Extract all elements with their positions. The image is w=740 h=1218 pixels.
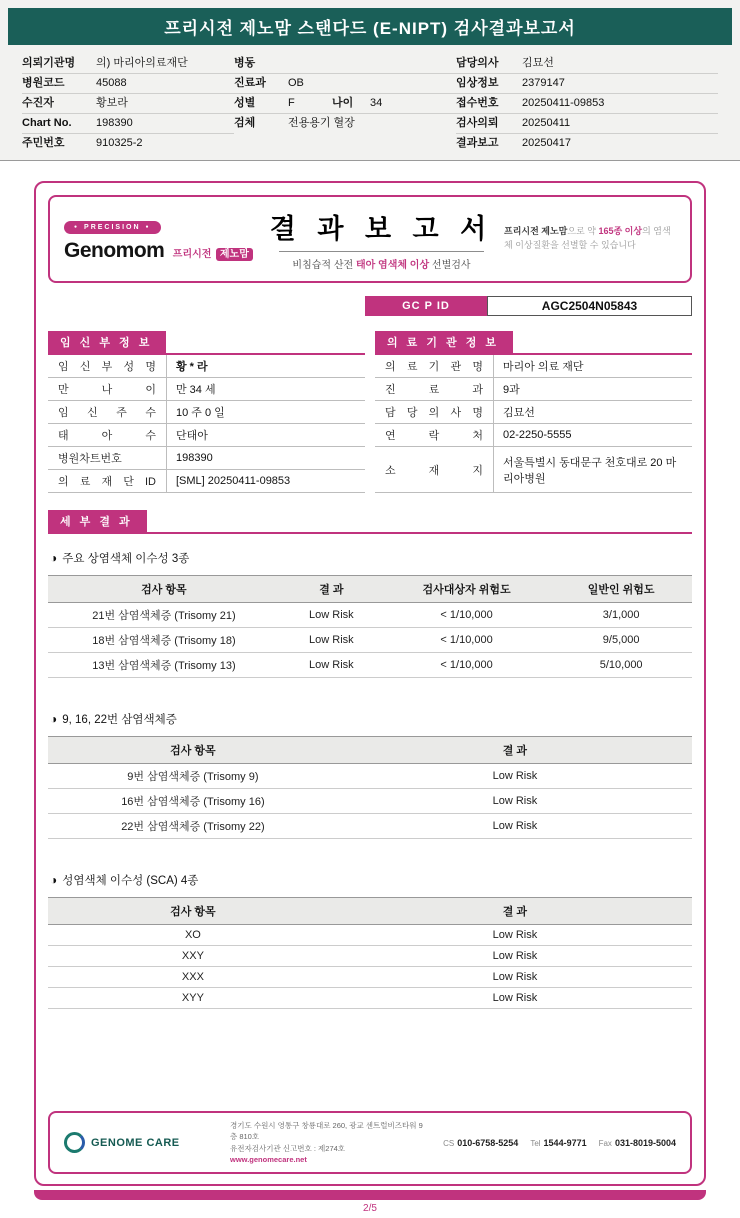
precision-badge-label: PRECISION (84, 224, 141, 231)
genomecare-logo-text: GENOME CARE (91, 1136, 180, 1149)
genomom-logo (64, 215, 259, 263)
result-section-trisomy-9-16-22 (48, 711, 692, 839)
col-header: 검사 항목 (48, 576, 280, 603)
footer-address (230, 1120, 429, 1165)
patient-info-grid (8, 45, 732, 160)
field-value: 20250411-09853 (522, 97, 605, 109)
info-label: 담 당 의 사 명 (385, 407, 483, 419)
field-value: 김묘선 (522, 57, 554, 69)
info-label: 의 료 재 단 ID (58, 476, 156, 488)
maternal-info-table (48, 331, 365, 493)
address-line-1: 경기도 수원시 영통구 창룡대로 260, 광교 센트럴비즈타워 9층 810호 (230, 1121, 423, 1142)
field-value: 20250417 (522, 137, 571, 149)
badge-dot-icon: ● (74, 224, 80, 230)
result-section-autosomal (48, 550, 692, 678)
title-divider (279, 251, 484, 252)
field-row (22, 114, 234, 134)
field-value: 198390 (96, 117, 133, 129)
field-value: 전용용기 혈장 (288, 117, 355, 129)
col-header: 검사대상자 위험도 (383, 576, 550, 603)
maternal-info-title-bar (48, 331, 365, 355)
field-label: 병원코드 (22, 77, 65, 89)
info-label: 진 료 과 (385, 384, 483, 396)
note-text: 으로 약 (567, 226, 599, 237)
field-label: 임상정보 (456, 77, 499, 89)
report-subtitle (259, 256, 504, 271)
info-row-item (375, 401, 692, 424)
half-circle-icon: ◑ (50, 712, 58, 726)
footer-contacts (443, 1138, 676, 1148)
cell-test-item: XYY (48, 988, 338, 1009)
field-value: 910325-2 (96, 137, 143, 149)
cell-subject-risk: < 1/10,000 (383, 628, 550, 653)
cell-test-item: 18번 삼염색체증 (Trisomy 18) (48, 628, 280, 653)
info-row-item (375, 424, 692, 447)
field-label: 병동 (234, 57, 256, 69)
contact-cs (443, 1138, 518, 1148)
field-row (234, 94, 456, 114)
footer-contact-box (48, 1111, 692, 1174)
details-title: 세 부 결 과 (48, 510, 147, 532)
result-section-sca (48, 872, 692, 1009)
maternal-info-title: 임 신 부 정 보 (48, 331, 166, 353)
institution-info-title: 의 료 기 관 정 보 (375, 331, 513, 353)
info-row-item (48, 355, 365, 378)
info-label: 만 나 이 (58, 384, 156, 396)
table-row (48, 946, 692, 967)
info-value: 마리아 의료 재단 (493, 355, 692, 377)
cell-result: Low Risk (280, 653, 383, 678)
field-label: 담당의사 (456, 57, 499, 69)
section-heading-text: 9, 16, 22번 삼염색체증 (62, 714, 177, 726)
info-label: 태 아 수 (58, 430, 156, 442)
note-highlight: 165종 이상 (598, 226, 643, 237)
cell-test-item: 16번 삼염색체증 (Trisomy 16) (48, 789, 338, 814)
patient-info-col-1 (22, 54, 234, 153)
table-row (48, 628, 692, 653)
info-value: 황 * 라 (166, 355, 365, 377)
contact-value: 1544-9771 (543, 1137, 587, 1148)
info-value: 02-2250-5555 (493, 424, 692, 446)
details-title-bar (48, 510, 692, 534)
info-value: 단태아 (166, 424, 365, 446)
field-row (22, 134, 234, 153)
note-text: 의 (642, 226, 654, 237)
cell-result: Low Risk (338, 988, 692, 1009)
field-row (234, 74, 456, 94)
cell-result: Low Risk (338, 925, 692, 946)
field-row (22, 94, 234, 114)
field-value: 34 (370, 97, 383, 109)
gcpid-row (48, 296, 692, 316)
info-label: 소 재 지 (385, 464, 483, 477)
contact-label: Fax (598, 1138, 612, 1148)
table-row (48, 814, 692, 839)
cell-population-risk: 3/1,000 (550, 603, 692, 628)
field-value: 45088 (96, 77, 127, 89)
field-row (456, 134, 718, 153)
info-row-item (48, 401, 365, 424)
field-label: 진료과 (234, 77, 266, 89)
field-label: 성별 (234, 97, 256, 109)
contact-label: Tel (530, 1138, 541, 1148)
field-row (22, 54, 234, 74)
note-bold: 프리시전 제노맘 (504, 226, 568, 237)
cell-subject-risk: < 1/10,000 (383, 603, 550, 628)
contact-tel (530, 1138, 586, 1148)
page-title: 프리시전 제노맘 스탠다드 (E-NIPT) 검사결과보고서 (8, 8, 732, 45)
logo-main-text: Genomom (64, 239, 165, 262)
col-header: 결 과 (338, 898, 692, 925)
badge-dot-icon: ● (145, 224, 151, 230)
contact-label: CS (443, 1138, 455, 1148)
info-row-item (48, 470, 365, 493)
result-table-sca (48, 897, 692, 1009)
info-tables (48, 331, 692, 493)
cell-test-item: 22번 삼염색체증 (Trisomy 22) (48, 814, 338, 839)
contact-value: 031-8019-5004 (614, 1137, 676, 1148)
field-value: OB (288, 77, 304, 89)
field-value: 2379147 (522, 77, 565, 89)
info-row-item (375, 355, 692, 378)
cell-test-item: XO (48, 925, 338, 946)
field-value: 20250411 (522, 117, 571, 129)
cell-test-item: XXY (48, 946, 338, 967)
subtitle-text: 비침습적 산전 (292, 260, 356, 271)
info-row-item (48, 424, 365, 447)
half-circle-icon: ◑ (50, 873, 58, 887)
field-label: 접수번호 (456, 97, 499, 109)
section-heading (50, 550, 692, 566)
patient-header-section (0, 0, 740, 161)
cell-subject-risk: < 1/10,000 (383, 653, 550, 678)
field-row (234, 114, 456, 133)
precision-badge (64, 221, 161, 234)
cell-test-item: 9번 삼염색체증 (Trisomy 9) (48, 764, 338, 789)
logo-sub-text-2: 제노맘 (216, 248, 253, 261)
info-value: 198390 (166, 447, 365, 469)
cell-result: Low Risk (338, 967, 692, 988)
page-number: 2/5 (363, 1203, 377, 1214)
col-header: 일반인 위험도 (550, 576, 692, 603)
info-label: 임 신 주 수 (58, 407, 156, 419)
section-heading (50, 711, 692, 727)
genomecare-logo-icon (64, 1132, 85, 1153)
field-label: 검체 (234, 117, 256, 129)
report-title-block (259, 207, 504, 271)
field-row (456, 74, 718, 94)
report-title: 결 과 보 고 서 (269, 214, 494, 244)
cell-population-risk: 5/10,000 (550, 653, 692, 678)
info-label: 연 락 처 (385, 430, 483, 442)
table-row (48, 925, 692, 946)
table-row (48, 789, 692, 814)
patient-info-col-3 (456, 54, 718, 153)
cell-result: Low Risk (280, 628, 383, 653)
info-value: 서울특별시 동대문구 천호대로 20 마리아병원 (493, 447, 692, 492)
field-row (22, 74, 234, 94)
col-header: 검사 항목 (48, 737, 338, 764)
field-row (456, 114, 718, 134)
info-value: 김묘선 (493, 401, 692, 423)
info-label: 의 료 기 관 명 (385, 361, 483, 373)
col-header: 결 과 (280, 576, 383, 603)
table-header-row (48, 898, 692, 925)
report-brand-header (48, 195, 692, 283)
contact-fax (599, 1138, 676, 1148)
institution-info-table (375, 331, 692, 493)
info-value: 9과 (493, 378, 692, 400)
table-header-row (48, 737, 692, 764)
section-heading (50, 872, 692, 888)
genomecare-logo (64, 1132, 216, 1153)
info-row-item (48, 378, 365, 401)
report-container (34, 181, 706, 1186)
note-text: 염색체 이상질환을 선별할 수 있습니다 (504, 226, 671, 250)
cell-result: Low Risk (338, 814, 692, 839)
section-heading-text: 성염색체 이수성 (SCA) 4종 (62, 875, 199, 887)
section-heading-text: 주요 상염색체 이수성 3종 (62, 553, 190, 565)
gcpid-label: GC P ID (365, 296, 487, 316)
field-label: 수진자 (22, 97, 54, 109)
field-label: 의뢰기관명 (22, 57, 76, 69)
table-row (48, 603, 692, 628)
patient-info-col-2 (234, 54, 456, 153)
institution-info-title-bar (375, 331, 692, 355)
cell-result: Low Risk (338, 946, 692, 967)
cell-result: Low Risk (280, 603, 383, 628)
info-row-item (375, 378, 692, 401)
result-table-autosomal (48, 575, 692, 678)
cell-result: Low Risk (338, 764, 692, 789)
info-value: [SML] 20250411-09853 (166, 470, 365, 492)
subtitle-text: 선별검사 (429, 260, 471, 271)
table-row (48, 988, 692, 1009)
result-table-trisomy (48, 736, 692, 839)
field-label: Chart No. (22, 117, 72, 129)
field-row (456, 94, 718, 114)
field-row (456, 54, 718, 74)
bottom-accent-bar (34, 1190, 706, 1200)
field-label: 결과보고 (456, 137, 499, 149)
field-value: 황보라 (96, 97, 128, 109)
table-header-row (48, 576, 692, 603)
contact-value: 010-6758-5254 (457, 1137, 519, 1148)
field-row (234, 54, 456, 74)
field-label: 주민번호 (22, 137, 65, 149)
info-value: 10 주 0 일 (166, 401, 365, 423)
info-row-item (48, 447, 365, 470)
website-url: www.genomecare.net (230, 1154, 307, 1164)
address-line-2: 유전자검사기관 신고번호 : 제274호 (230, 1143, 346, 1153)
cell-population-risk: 9/5,000 (550, 628, 692, 653)
cell-test-item: 21번 삼염색체증 (Trisomy 21) (48, 603, 280, 628)
gcpid-value: AGC2504N05843 (487, 296, 692, 316)
info-row-item (375, 447, 692, 493)
table-row (48, 653, 692, 678)
field-label: 나이 (332, 97, 354, 109)
cell-test-item: 13번 삼염색체증 (Trisomy 13) (48, 653, 280, 678)
report-note (504, 225, 676, 253)
field-value: 의) 마리아의료재단 (96, 57, 188, 69)
subtitle-highlight: 태아 염색체 이상 (355, 260, 430, 271)
field-label: 검사의뢰 (456, 117, 499, 129)
logo-wordmark (64, 239, 259, 263)
half-circle-icon: ◑ (50, 551, 58, 565)
logo-sub-text-1: 프리시전 (172, 249, 212, 260)
table-row (48, 967, 692, 988)
info-label: 병원차트번호 (58, 453, 122, 465)
col-header: 결 과 (338, 737, 692, 764)
cell-test-item: XXX (48, 967, 338, 988)
cell-result: Low Risk (338, 789, 692, 814)
info-value: 만 34 세 (166, 378, 365, 400)
table-row (48, 764, 692, 789)
col-header: 검사 항목 (48, 898, 338, 925)
field-value: F (288, 97, 295, 109)
info-label: 임 신 부 성 명 (58, 361, 156, 373)
